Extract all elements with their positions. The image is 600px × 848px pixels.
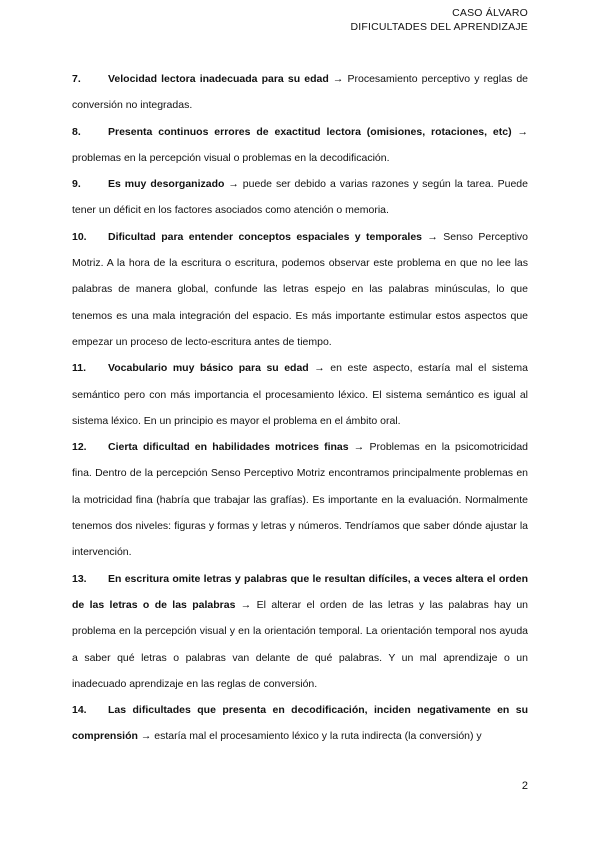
item-title: Las dificultades que presenta en decodificación, inciden negativamente en su comprensión: [72, 704, 528, 743]
item-title: En escritura omite letras y palabras que le resultan difíciles, a veces altera el orden de las letras o de las palabras: [72, 572, 528, 611]
item-title: Presenta continuos errores de exactitud lectora (omisiones, rotaciones, etc): [108, 125, 512, 138]
header-case-name: CASO ÁLVARO: [452, 7, 528, 19]
list-item-7: [72, 66, 528, 119]
item-title: Cierta dificultad en habilidades motrices finas: [108, 441, 349, 454]
item-number: 9.: [72, 178, 81, 191]
item-body: → Procesamiento perceptivo y reglas de conversión no integradas.: [72, 73, 528, 112]
item-body: → Senso Perceptivo Motriz. A la hora de la escritura o escritura, podemos observar este problema en que no lee las palabras de manera global, confunde las letras espejo en las palabras minúsculas, lo que tenemos es una mala integración del espacio. Es más importante estimular estos aspectos que empezar un proceso de lecto-escritura antes de tiempo.: [72, 230, 528, 348]
page-number: 2: [521, 780, 528, 792]
item-title: Es muy desorganizado: [108, 178, 225, 191]
list-item-11: [72, 355, 528, 434]
item-number: 13.: [72, 572, 87, 585]
item-title: Dificultad para entender conceptos espaciales y temporales: [108, 230, 423, 243]
item-body: → en este aspecto, estaría mal el sistema semántico pero con más importancia el procesamiento léxico. El sistema semántico es igual al sistema léxico. En un principio es mayor el problema en el ámbito oral.: [72, 362, 528, 427]
item-number: 8.: [72, 125, 81, 138]
page-header: [350, 6, 528, 34]
item-number: 11.: [72, 362, 87, 375]
item-title: Velocidad lectora inadecuada para su edad: [108, 73, 329, 85]
list-item-13: [72, 566, 528, 697]
list-item-12: [72, 434, 528, 565]
list-item-9: [72, 171, 528, 224]
item-number: 14.: [72, 704, 87, 717]
item-body: → problemas en la percepción visual o problemas en la decodificación.: [72, 125, 528, 164]
list-item-8: [72, 119, 528, 172]
header-subject: DIFICULTADES DEL APRENDIZAJE: [350, 21, 528, 33]
item-title: Vocabulario muy básico para su edad: [108, 362, 309, 375]
list-item-14: [72, 697, 528, 750]
item-body: → Problemas en la psicomotricidad fina. Dentro de la percepción Senso Perceptivo Motriz encontramos principalmente problemas en la motricidad fina (habría que trabajar las grafías). Es importante en la evaluación. Normalmente tenemos dos niveles: figuras y formas y letras y números. Tendríamos que saber dónde ajustar la intervención.: [72, 441, 529, 559]
item-body: → puede ser debido a varias razones y según la tarea. Puede tener un déficit en los factores asociados como atención o memoria.: [72, 178, 528, 217]
item-number: 7.: [72, 73, 81, 85]
item-number: 12.: [72, 441, 87, 454]
document-body: [72, 66, 528, 750]
item-body: → estaría mal el procesamiento léxico y la ruta indirecta (la conversión) y: [137, 730, 482, 743]
item-body: → El alterar el orden de las letras y las palabras hay un problema en la percepción visual y en la orientación temporal. La orientación temporal nos ayuda a saber qué letras o palabras van delante de qué palabras. Y un mal aprendizaje o un inadecuado aprendizaje en las reglas de conversión.: [72, 598, 529, 690]
list-item-10: [72, 224, 528, 355]
item-number: 10.: [72, 230, 87, 243]
